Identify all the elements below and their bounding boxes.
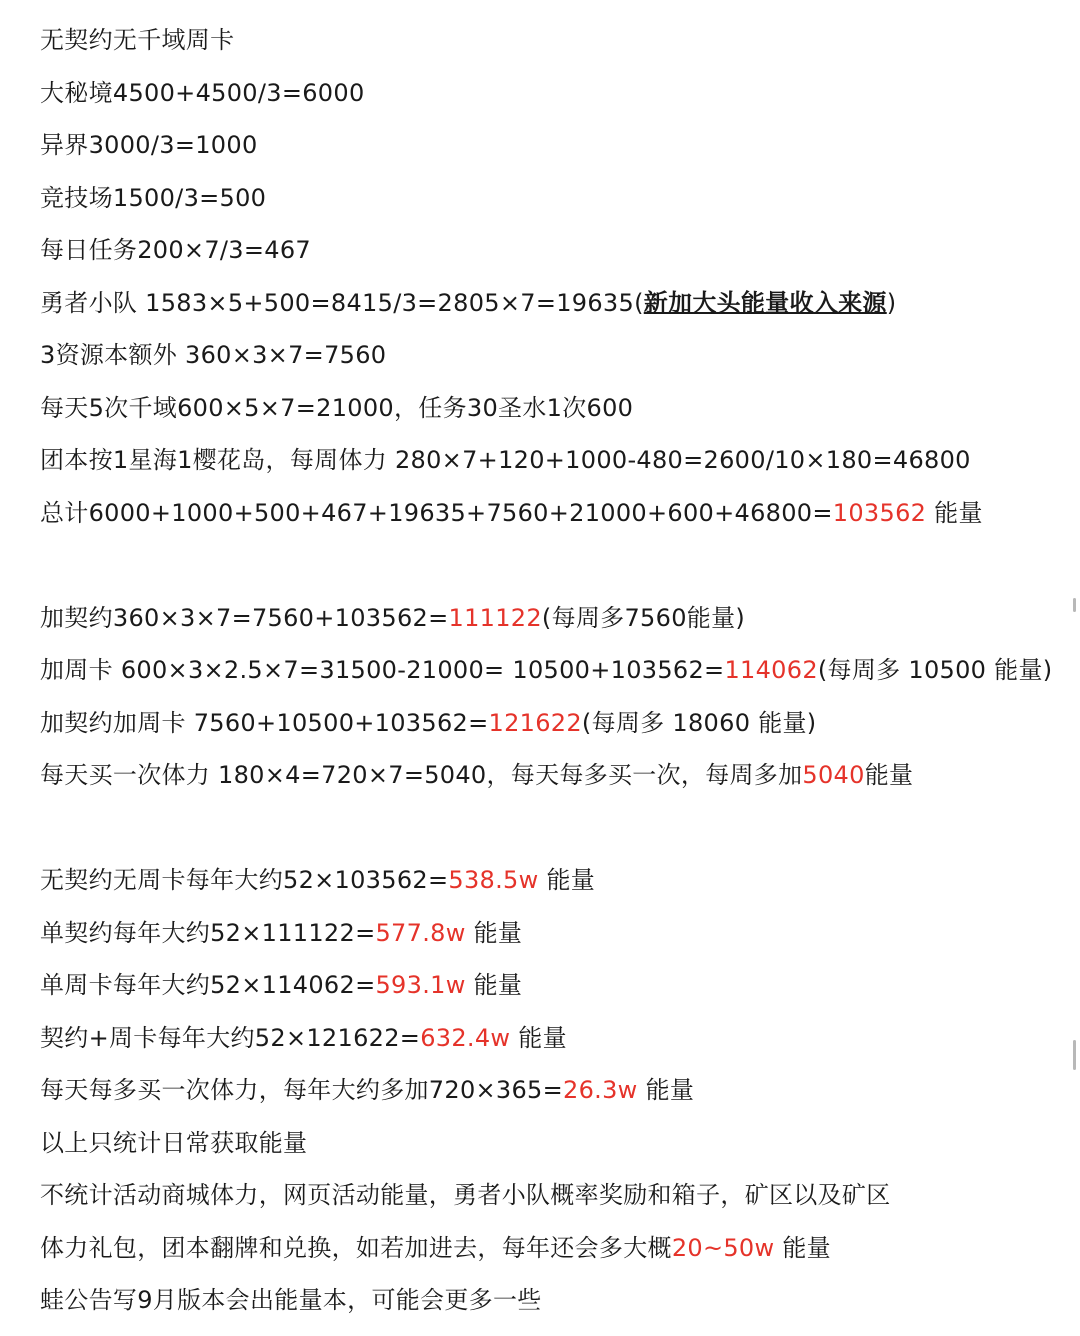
scrollbar-marker[interactable] [1073, 1040, 1076, 1070]
scrollbar-marker[interactable] [1073, 598, 1076, 612]
text-line: 每日任务200×7/3=467 [40, 236, 311, 264]
text-line: 以上只统计日常获取能量 [40, 1128, 308, 1157]
text-line: 契约+周卡每年大约52×121622=632.4w 能量 [40, 1023, 567, 1052]
spacer [40, 802, 1060, 855]
text-line: 单周卡每年大约52×114062=593.1w 能量 [40, 971, 523, 999]
highlight-value: 20~50w [671, 1233, 775, 1262]
highlight-value: 121622 [488, 708, 582, 737]
highlight-value: 577.8w [375, 918, 466, 947]
underlined-note: 新加大头能量收入来源 [643, 288, 887, 317]
text-line: 每天5次千域600×5×7=21000，任务30圣水1次600 [40, 393, 634, 422]
text-line: 每天买一次体力 180×4=720×7=5040，每天每多买一次，每周多加5040能量 [40, 761, 914, 789]
text-line: 无契约无千域周卡 [40, 26, 235, 54]
text-line: 不统计活动商城体力，网页活动能量，勇者小队概率奖励和箱子，矿区以及矿区 [40, 1181, 891, 1209]
text-line: 单契约每年大约52×111122=577.8w 能量 [40, 918, 523, 947]
text-line: 勇者小队 1583×5+500=8415/3=2805×7=19635(新加大头能量收入来源) [40, 288, 897, 317]
highlight-value: 632.4w [420, 1023, 511, 1052]
highlight-value: 103562 [832, 498, 927, 527]
text-line: 异界3000/3=1000 [40, 131, 258, 159]
text-line: 体力礼包，团本翻牌和兑换，如若加进去，每年还会多大概20~50w 能量 [40, 1233, 831, 1262]
document-body [40, 14, 1060, 1327]
text-line: 无契约无周卡每年大约52×103562=538.5w 能量 [40, 866, 596, 894]
highlight-value: 538.5w [448, 866, 539, 894]
text-line: 蛙公告写9月版本会出能量本，可能会更多一些 [40, 1286, 542, 1314]
highlight-value: 593.1w [375, 971, 466, 999]
text-line: 竞技场1500/3=500 [40, 183, 267, 212]
text-line: 加周卡 600×3×2.5×7=31500-21000= 10500+103562=114062(每周多 10500 能量) [40, 656, 1053, 684]
text-line: 加契约加周卡 7560+10500+103562=121622(每周多 18060 能量) [40, 708, 817, 737]
total-line: 总计6000+1000+500+467+19635+7560+21000+600+46800=103562 能量 [40, 498, 983, 527]
highlight-value: 111122 [448, 603, 542, 632]
highlight-value: 114062 [724, 656, 818, 684]
spacer [40, 539, 1060, 592]
text-line: 每天每多买一次体力，每年大约多加720×365=26.3w 能量 [40, 1076, 695, 1104]
text-line: 团本按1星海1樱花岛，每周体力 280×7+120+1000-480=2600/10×180=46800 [40, 446, 971, 474]
highlight-value: 5040 [802, 761, 865, 789]
text-line: 大秘境4500+4500/3=6000 [40, 78, 365, 107]
highlight-value: 26.3w [563, 1076, 638, 1104]
text-line: 加契约360×3×7=7560+103562=111122(每周多7560能量) [40, 603, 746, 632]
text-line: 3资源本额外 360×3×7=7560 [40, 341, 387, 369]
